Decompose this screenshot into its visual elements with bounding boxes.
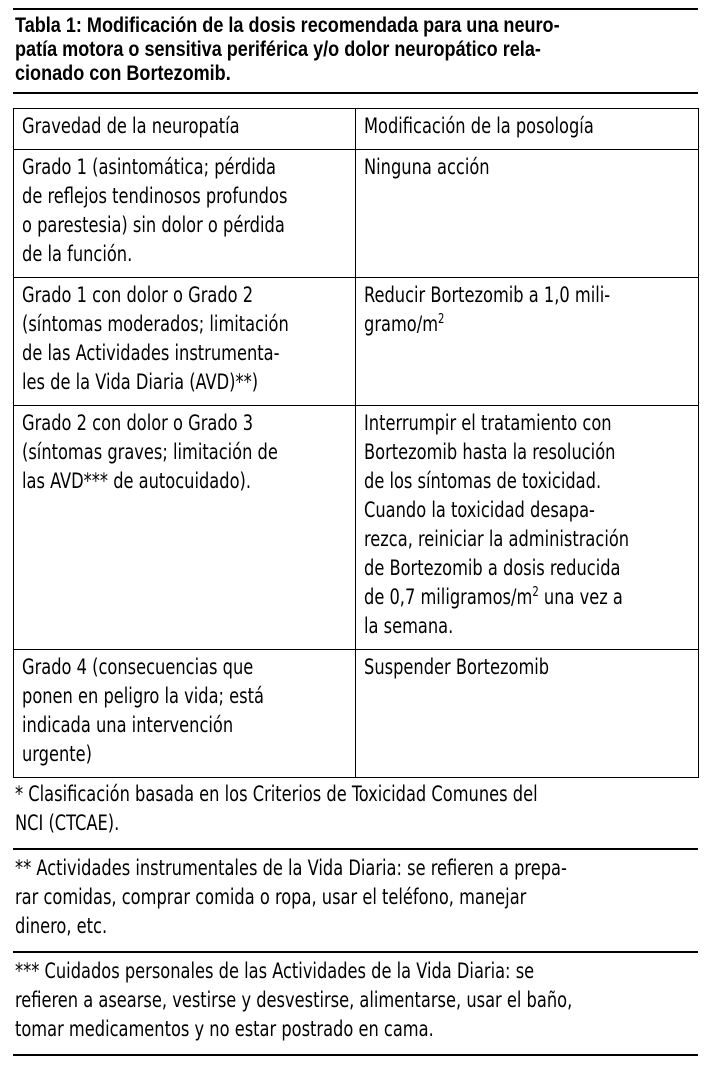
action-text: Ninguna acción [364,155,490,179]
action-text: Suspender Bortezomib [364,655,550,679]
action-cell [356,406,699,650]
header-severity-label: Gravedad de la neuropatía [22,114,240,138]
action-text [364,281,691,339]
table-row [14,650,699,778]
document [13,8,698,1056]
severity-cell [14,406,356,650]
table-title-block [13,8,698,94]
severity-text: Grado 1 con dolor o Grado 2 (síntomas moderados; limitación de las Actividades instrumenta- les de la Vida Diaria (AVD)**) [22,283,289,394]
table-header-row [14,109,699,150]
severity-text: Grado 1 (asintomática; pérdida de reflejos tendinosos profundos o parestesia) sin dolor o pérdida de la función. [22,155,288,266]
action-cell [356,650,699,778]
severity-text: Grado 4 (consecuencias que ponen en peligro la vida; está indicada una intervención urgente) [22,655,264,766]
header-cell-dosage [356,109,699,150]
table-title: Tabla 1: Modificación de la dosis recomendada para una neuro- patía motora o sensitiva periférica y/o dolor neuropático rela- cionado con Bortezomib. [15,14,560,85]
severity-cell [14,650,356,778]
severity-text: Grado 2 con dolor o Grado 3 (síntomas graves; limitación de las AVD*** de autocuidado). [22,411,278,493]
table-row [14,406,699,650]
action-text-main: Reducir Bortezomib a 1,0 mili- gramo/m [364,283,611,336]
action-text-tail: una vez a la semana. [364,585,623,638]
superscript-exponent: 2 [532,585,539,600]
footnote [13,778,698,850]
dose-modification-table [13,108,699,778]
action-cell [356,278,699,406]
footnote-avd-instrumental: ** Actividades instrumentales de la Vida Diaria: se refieren a prepa- rar comidas, comprar comida o ropa, usar el teléfono, manejar dinero, etc. [15,856,567,938]
action-cell [356,150,699,278]
severity-cell [14,150,356,278]
action-text-main: Interrumpir el tratamiento con Bortezomib hasta la resolución de los síntomas de toxicidad. Cuando la toxicidad desapa- rezca, reiniciar la administración de Bortezomib a dosis reducida de 0,7 miligramos/m [364,411,630,609]
footnote [13,850,698,953]
table-row [14,150,699,278]
footnote [13,953,698,1056]
severity-cell [14,278,356,406]
action-text [364,409,691,641]
footnote-ctcae: * Clasificación basada en los Criterios de Toxicidad Comunes del NCI (CTCAE). [15,782,538,835]
superscript-exponent: 2 [438,312,445,327]
header-cell-severity [14,109,356,150]
header-dosage-label: Modificación de la posología [364,114,594,138]
footnote-avd-selfcare: *** Cuidados personales de las Actividades de la Vida Diaria: se refieren a asearse, vestirse y desvestirse, alimentarse, usar el baño, tomar medicamentos y no estar postrado en cama. [15,959,573,1041]
table-row [14,278,699,406]
